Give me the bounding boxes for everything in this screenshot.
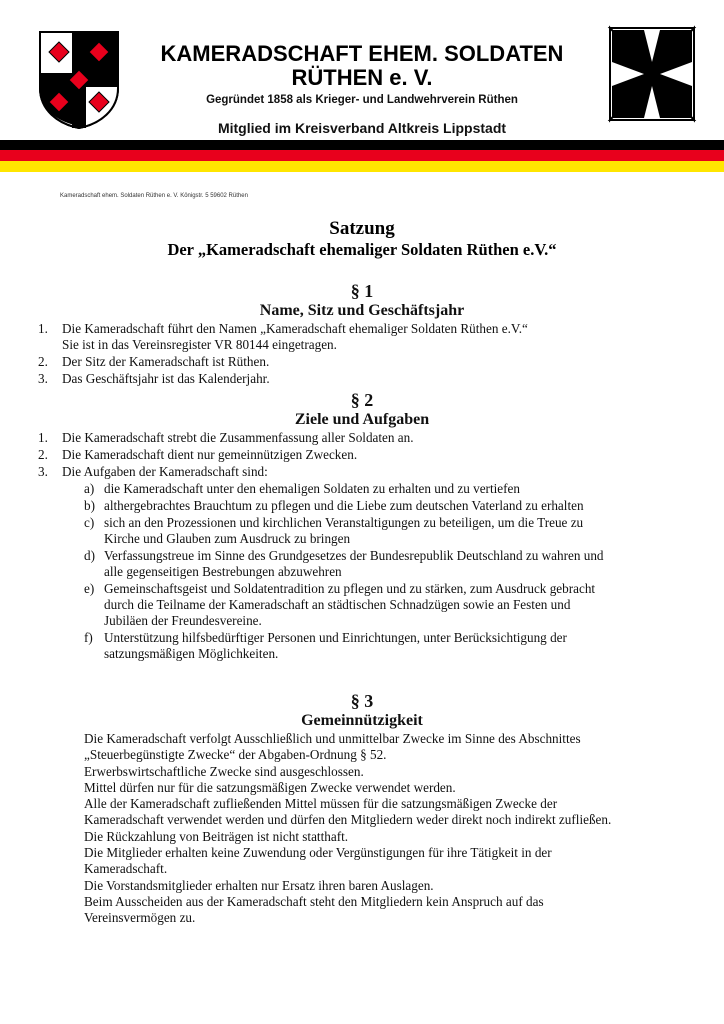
paragraph-line: Beim Ausscheiden aus der Kameradschaft steht den Mitgliedern kein Anspruch auf das	[84, 893, 544, 909]
paragraph-line: Erwerbswirtschaftliche Zwecke sind ausgeschlossen.	[84, 763, 364, 779]
section-3-body	[84, 731, 684, 927]
section-2-title: Ziele und Aufgaben	[294, 411, 430, 428]
flag-stripe-gold	[0, 161, 724, 172]
sub-item: sich an den Prozessionen und kirchlichen Veranstaltigungen zu beteiligen, um die Treue zu Kirche und Glauben zum Ausdruck zu bringen	[104, 515, 584, 547]
paragraph-line: Die Rückzahlung von Beiträgen ist nicht statthaft.	[84, 828, 349, 844]
sub-item: Verfassungstreue im Sinne des Grundgesetzes der Bundesrepublik Deutschland zu wahren und alle gegenseitigen Bestrebungen abzuwehren	[104, 548, 604, 580]
paragraph-line: Die Mitglieder erhalten keine Zuwendung oder Vergünstigungen für ihre Tätigkeit in der	[84, 845, 552, 861]
flag-stripe-black	[0, 140, 724, 150]
section-1-number: § 1	[350, 281, 374, 301]
paragraph-line: Kameradschaft.	[84, 861, 168, 877]
section-3-number: § 3	[350, 691, 374, 711]
iron-cross-icon	[604, 22, 700, 126]
section-1-title: Name, Sitz und Geschäftsjahr	[259, 302, 465, 319]
org-title-line2: RÜTHEN e. V.	[291, 65, 433, 90]
list-item-continuation: Sie ist in das Vereinsregister VR 80144 eingetragen.	[62, 337, 337, 352]
list-number: 3.	[38, 464, 48, 479]
coat-of-arms-icon	[38, 30, 120, 130]
sub-item: die Kameradschaft unter den ehemaligen Soldaten zu erhalten und zu vertiefen	[104, 481, 520, 496]
document-title: Satzung	[329, 218, 395, 239]
document-subtitle: Der „Kameradschaft ehemaliger Soldaten Rüthen e.V.“	[167, 240, 557, 259]
sub-item-letter: d)	[84, 548, 95, 563]
sub-item-letter: a)	[84, 481, 95, 496]
founded-line: Gegründet 1858 als Krieger- und Landwehrverein Rüthen	[206, 94, 518, 106]
membership-line: Mitglied im Kreisverband Altkreis Lippstadt	[217, 120, 507, 136]
paragraph-line: Kameradschaft verwendet werden und dürfen den Mitgliedern weder direkt noch indirekt zufließen.	[84, 812, 612, 828]
list-number: 3.	[38, 371, 48, 386]
list-number: 1.	[38, 430, 48, 445]
paragraph-line: Die Kameradschaft verfolgt Ausschließlich und unmittelbar Zwecke im Sinne des Abschnittes	[84, 731, 581, 746]
sub-item-letter: e)	[84, 581, 95, 596]
paragraph-line: Die Vorstandsmitglieder erhalten nur Ersatz ihren baren Auslagen.	[84, 877, 434, 893]
sub-item-letter: b)	[84, 498, 95, 513]
sub-item: althergebrachtes Brauchtum zu pflegen und die Liebe zum deutschen Vaterland zu erhalten	[104, 498, 584, 513]
paragraph-line: Vereinsvermögen zu.	[84, 910, 196, 926]
paragraph-line: Mittel dürfen nur für die satzungsmäßigen Zwecke verwendet werden.	[84, 779, 456, 795]
list-item: Der Sitz der Kameradschaft ist Rüthen.	[62, 354, 270, 369]
letterhead	[0, 0, 724, 175]
list-item: Die Kameradschaft führt den Namen „Kameradschaft ehemaliger Soldaten Rüthen e.V.“	[62, 321, 528, 336]
list-item: Das Geschäftsjahr ist das Kalenderjahr.	[62, 371, 270, 386]
paragraph-line: Alle der Kameradschaft zufließenden Mittel müssen für die satzungsmäßigen Zwecke der	[84, 796, 558, 812]
sub-item: Gemeinschaftsgeist und Soldatentradition zu pflegen und zu stärken, zum Ausdruck gebracht durch die Teilname der Kameradschaft an städtischen Schnadzügen sowie an Festen und Jubiläen der Freundesvereine.	[104, 581, 596, 629]
sub-item-letter: f)	[84, 630, 93, 645]
list-item: Die Kameradschaft strebt die Zusammenfassung aller Soldaten an.	[62, 430, 414, 445]
paragraph-line: „Steuerbegünstigte Zwecke“ der Abgaben-Ordnung § 52.	[84, 747, 387, 763]
list-number: 2.	[38, 447, 48, 462]
list-number: 2.	[38, 354, 48, 369]
section-2-number: § 2	[350, 390, 374, 410]
org-title-line1: KAMERADSCHAFT EHEM. SOLDATEN	[160, 41, 564, 66]
sender-address: Kameradschaft ehem. Soldaten Rüthen e. V. Königstr. 5 59602 Rüthen	[60, 193, 248, 199]
list-number: 1.	[38, 321, 48, 336]
list-item: Die Aufgaben der Kameradschaft sind:	[62, 464, 268, 479]
section-3-title: Gemeinnützigkeit	[301, 712, 423, 729]
sub-item: Unterstützung hilfsbedürftiger Personen und Einrichtungen, unter Berücksichtigung der satzungsmäßigen Möglichkeiten.	[104, 630, 567, 662]
sub-item-letter: c)	[84, 515, 95, 530]
flag-stripe-red	[0, 150, 724, 161]
list-item: Die Kameradschaft dient nur gemeinnützigen Zwecken.	[62, 447, 358, 462]
